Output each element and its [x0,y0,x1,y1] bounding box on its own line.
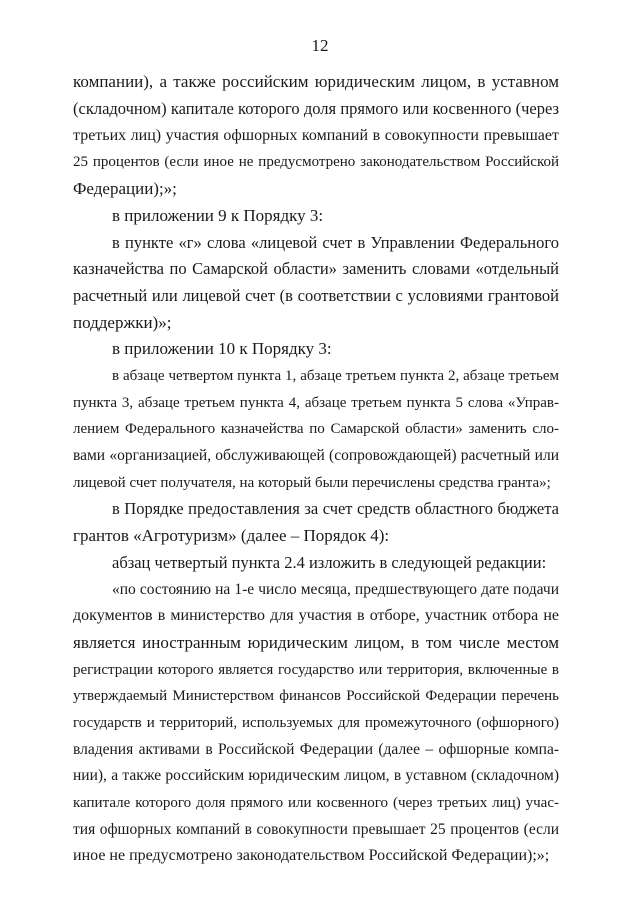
paragraph-line: является иностранным юридическим лицом, в том числе местом [73,633,559,652]
paragraph-line: лением Федерального казначейства по Самарской области» заменить сло- [73,421,559,437]
paragraph-line: государств и территорий, используемых для промежуточного (офшорного) [73,715,559,731]
paragraph-line: в абзаце четвертом пункта 1, абзаце третьем пункта 2, абзаце третьем [112,368,559,384]
page-number: 12 [311,36,329,55]
paragraph-line: в приложении 9 к Порядку 3: [112,206,324,225]
paragraph-line: иное не предусмотрено законодательством Российской Федерации);»; [73,847,550,864]
paragraph-line: 25 процентов (если иное не предусмотрено законодательством Российской [73,154,559,170]
paragraph-line: третьих лиц) участия офшорных компаний в совокупности превышает [73,127,559,144]
paragraph-line: владения активами в Российской Федерации (далее – офшорные компа- [73,741,559,758]
paragraph-line: пункта 3, абзаце третьем пункта 4, абзаце третьем пункта 5 слова «Управ- [73,395,559,411]
paragraph-line: грантов «Агротуризм» (далее – Порядок 4): [73,526,390,545]
paragraph-line: (складочном) капитале которого доля прямого или косвенного (через [73,99,559,118]
paragraph-line: утверждаемый Министерством финансов Российской Федерации перечень [73,688,559,704]
paragraph-line: регистрации которого является государство или территория, включенные в [73,662,559,678]
paragraph-line: вами «организацией, обслуживающей (сопровождающей) расчетный или [73,447,559,464]
paragraph-line: в пункте «г» слова «лицевой счет в Управлении Федерального [112,233,559,252]
paragraph-line: тия офшорных компаний в совокупности превышает 25 процентов (если [73,821,559,838]
paragraph-line: капитале которого доля прямого или косвенного (через третьих лиц) учас- [73,795,559,811]
paragraph-line: Федерации);»; [73,179,177,198]
paragraph-line: в приложении 10 к Порядку 3: [112,339,332,358]
paragraph-line: расчетный или лицевой счет (в соответствии с условиями грантовой [73,286,559,305]
paragraph-line: лицевой счет получателя, на который были перечислены средства гранта»; [73,475,551,491]
paragraph-line: документов в министерство для участия в отборе, участник отбора не [73,607,559,624]
paragraph-line: нии), а также российским юридическим лицом, в уставном (складочном) [73,767,559,784]
paragraph-line: компании), а также российским юридическим лицом, в уставном [73,72,559,91]
paragraph-line: «по состоянию на 1-е число месяца, предшествующего дате подачи [112,581,559,598]
paragraph-line: абзац четвертый пункта 2.4 изложить в следующей редакции: [112,553,547,572]
paragraph-line: поддержки)»; [73,313,172,332]
paragraph-line: в Порядке предоставления за счет средств областного бюджета [112,499,559,518]
paragraph-line: казначейства по Самарской области» заменить словами «отдельный [73,259,559,278]
